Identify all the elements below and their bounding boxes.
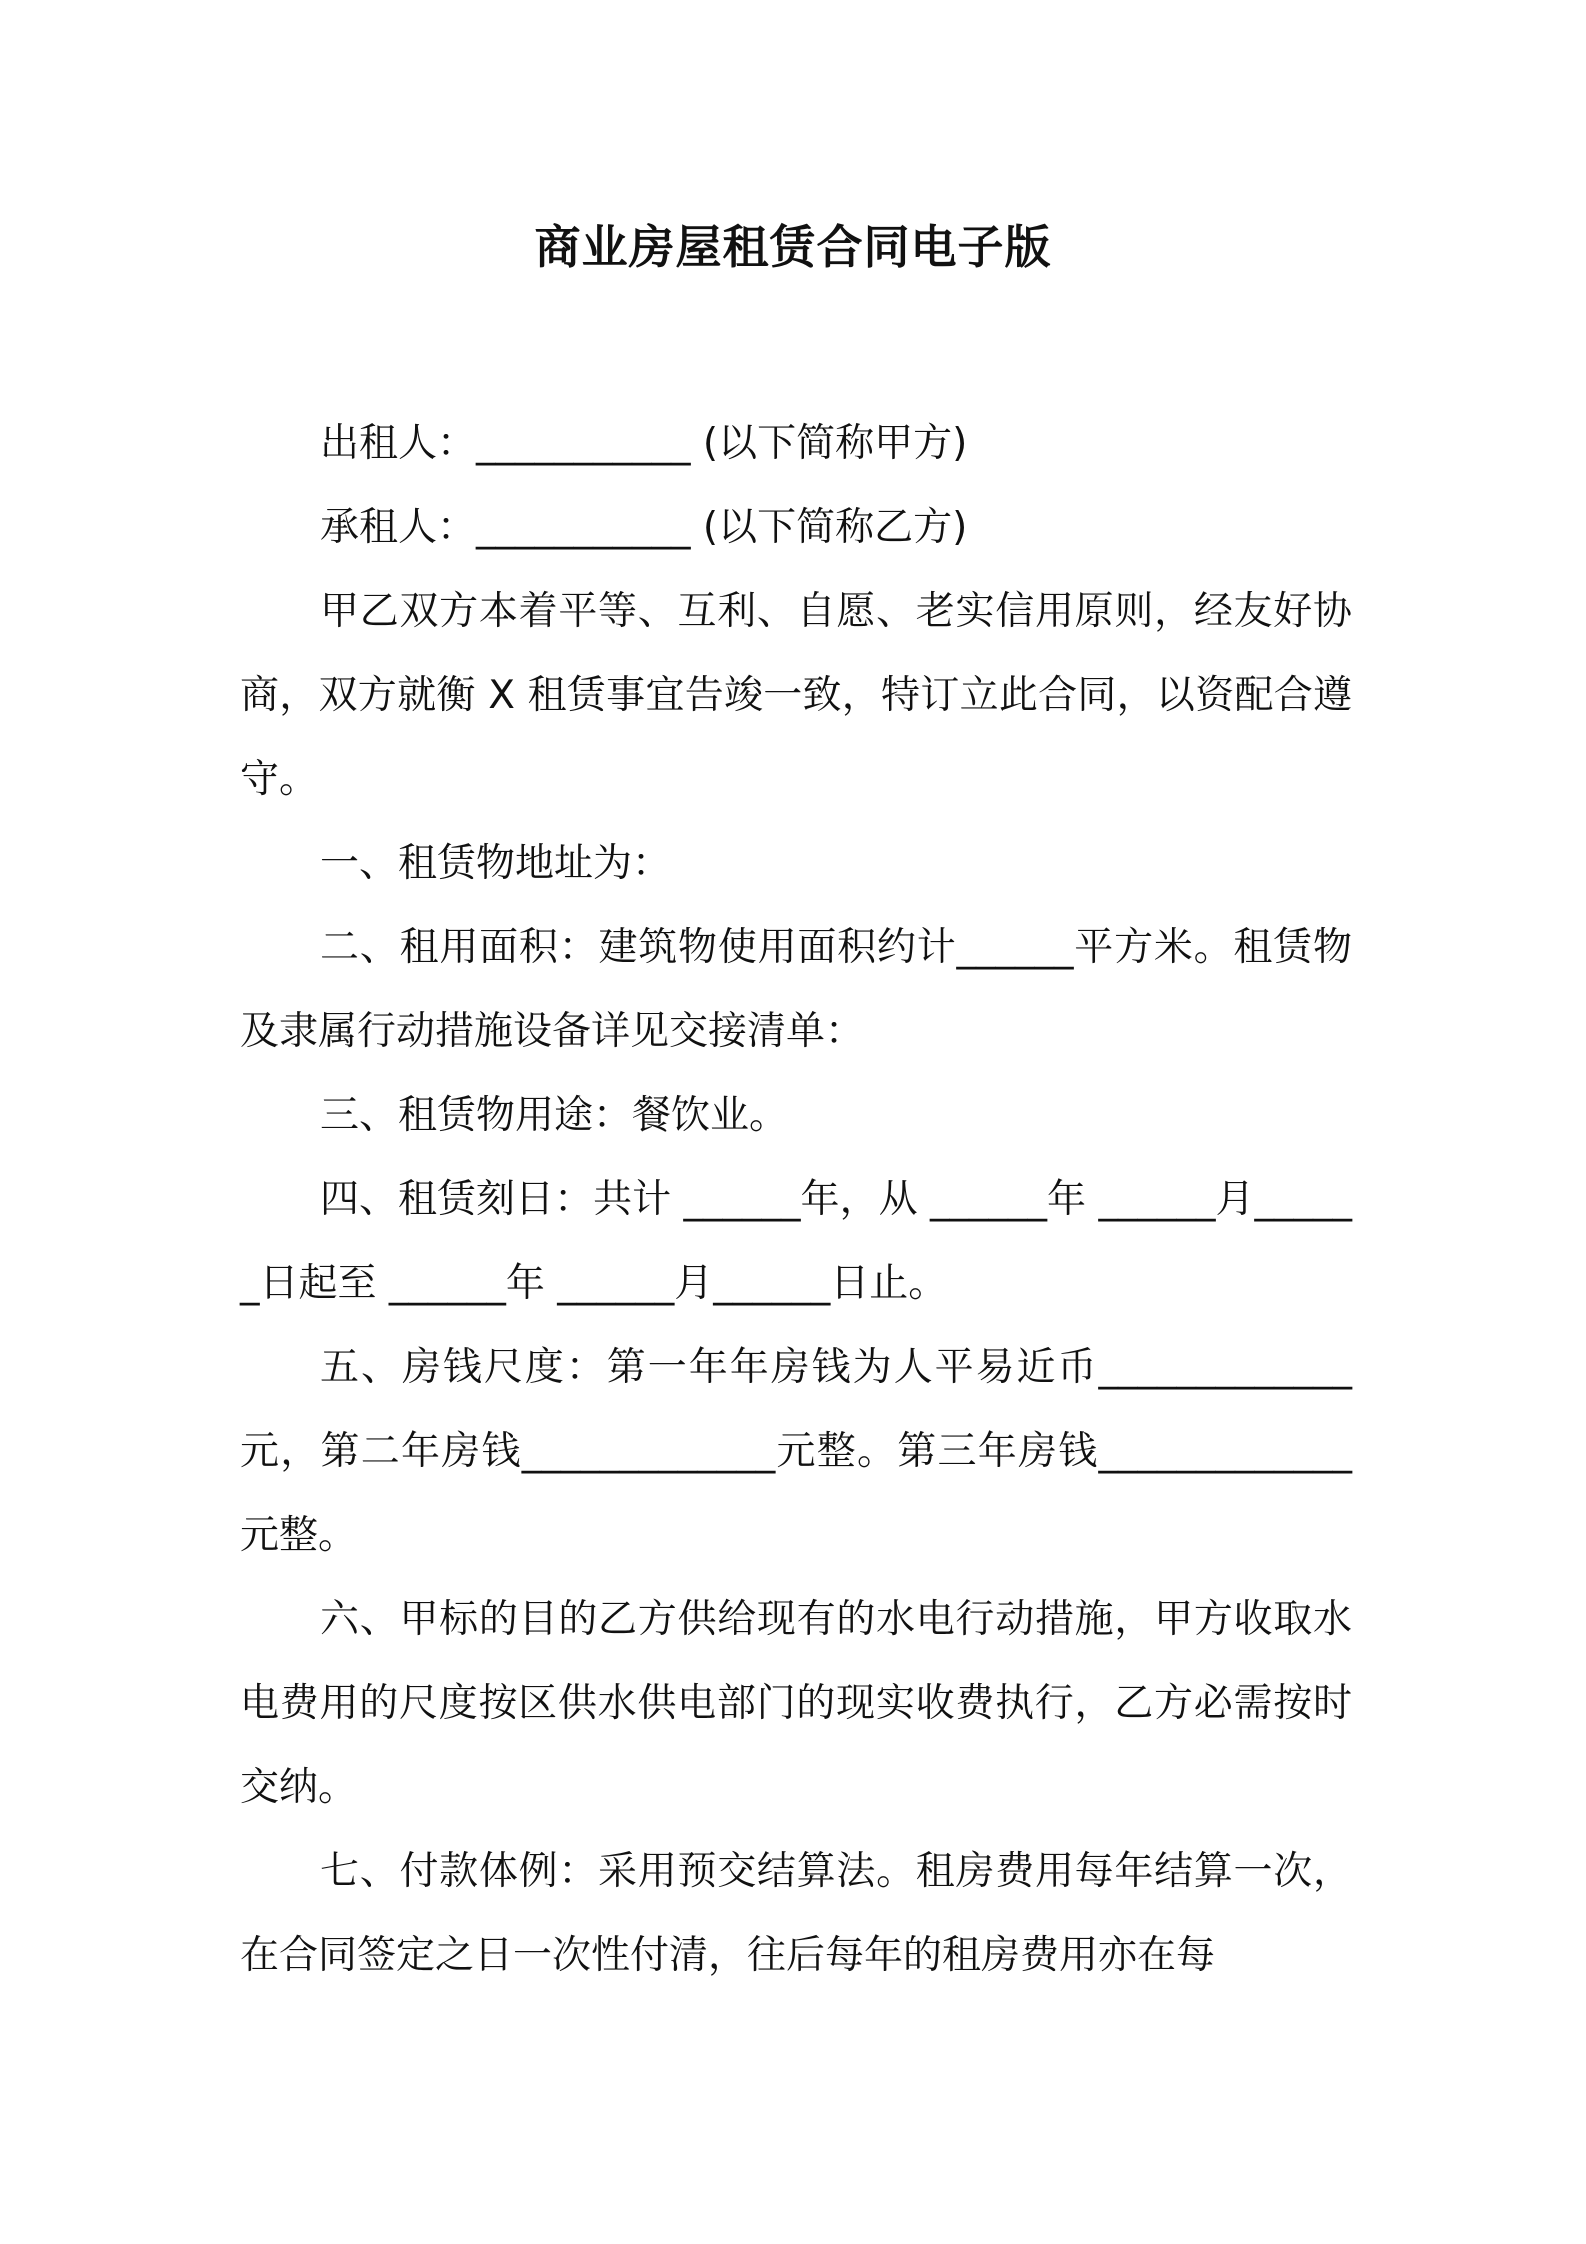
lessee-line: 承租人：___________ (以下简称乙方) <box>320 505 968 550</box>
clause-3-purpose: 三、租赁物用途：餐饮业。 <box>320 1093 789 1138</box>
document-title: 商业房屋租赁合同电子版 <box>534 220 1052 274</box>
clause-6-utilities: 六、甲标的目的乙方供给现有的水电行动措施，甲方收取水电费用的尺度按区供水供电部门的现实收费执行，乙方必需按时交纳。 <box>240 1597 1352 1810</box>
preamble-paragraph: 甲乙双方本着平等、互利、自愿、老实信用原则，经友好协商，双方就衡 X 租赁事宜告竣一致，特订立此合同，以资配合遵守。 <box>240 589 1352 802</box>
document-body <box>240 402 1352 1998</box>
clause-7-payment: 七、付款体例：采用预交结算法。租房费用每年结算一次，在合同签定之日一次性付清，往后每年的租房费用亦在每 <box>240 1849 1352 1978</box>
clause-1-address: 一、租赁物地址为： <box>320 841 672 886</box>
clause-4-term: 四、租赁刻日：共计 ______年，从 ______年 ______月______日起至 ______年 ______月______日止。 <box>240 1177 1352 1306</box>
clause-5-rent: 五、房钱尺度：第一年年房钱为人平易近币_____________元，第二年房钱_____________元整。第三年房钱_____________元整。 <box>240 1345 1352 1558</box>
lessor-line: 出租人：___________ (以下简称甲方) <box>320 421 968 466</box>
clause-2-area: 二、租用面积：建筑物使用面积约计______平方米。租赁物及隶属行动措施设备详见交接清单： <box>240 925 1352 1054</box>
